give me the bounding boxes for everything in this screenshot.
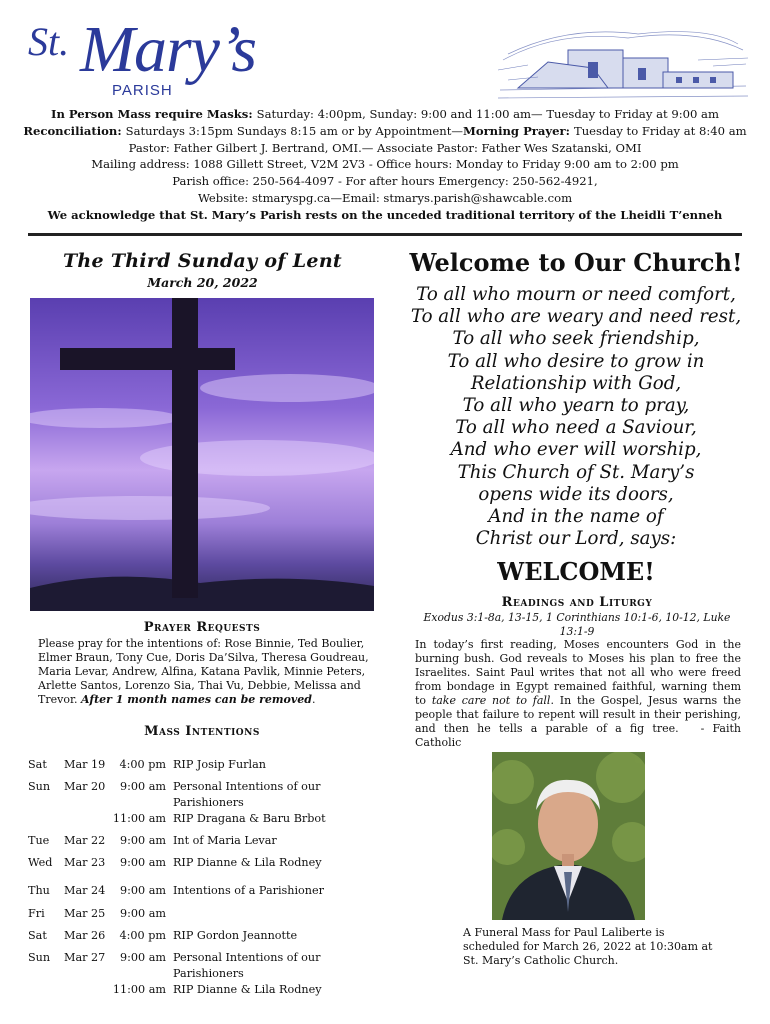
mass-intention: RIP Dianne & Lila Rodney bbox=[173, 856, 322, 869]
mass-intention: RIP Josip Furlan bbox=[173, 758, 266, 771]
header-segment: Reconciliation: bbox=[23, 123, 126, 138]
mass-date: Mar 26 bbox=[64, 929, 106, 942]
header-divider bbox=[28, 233, 742, 236]
header-segment: Morning Prayer: bbox=[463, 123, 574, 138]
poem-line: And in the name of bbox=[488, 506, 664, 528]
mass-date: Mar 24 bbox=[64, 884, 106, 897]
mass-time: 9:00 am bbox=[120, 884, 166, 897]
mass-time: 11:00 am bbox=[112, 983, 166, 996]
poem-line: To all who yearn to pray, bbox=[462, 395, 690, 417]
poem-line: To all who mourn or need comfort, bbox=[416, 284, 736, 305]
prayer-requests-heading: Prayer Requests bbox=[143, 620, 261, 635]
mass-day: Sat bbox=[28, 929, 47, 942]
mass-date: Mar 25 bbox=[64, 907, 106, 920]
church-sketch-image bbox=[498, 20, 748, 104]
header-line bbox=[20, 207, 750, 224]
welcome-title: Welcome to Our Church! bbox=[409, 248, 743, 277]
mass-intention: RIP Dianne & Lila Rodney bbox=[173, 983, 322, 996]
mass-day: Sun bbox=[28, 780, 51, 793]
poem-line: This Church of St. Mary’s bbox=[457, 461, 695, 483]
prayer-names: Please pray for the intentions of: Rose Binnie, Ted Boulier, Elmer Braun, Tony Cue, Doris Da’Silva, Theresa Goudreau, Maria Levar, Andrew, Alfina, Katana Pavlik, Minnie Peters, Arlette Santos, Lorenzo Sia, Thai Vu, Debbie, Melissa and Trevor. bbox=[38, 637, 369, 706]
poem-line: To all who seek friendship, bbox=[452, 328, 700, 350]
header-info bbox=[20, 106, 750, 224]
readings-emphasis: take care not to fall bbox=[431, 694, 551, 707]
readings-heading: Readings and Liturgy bbox=[501, 595, 653, 610]
mass-intention: RIP Dragana & Baru Brbot bbox=[173, 812, 326, 825]
sunday-date: March 20, 2022 bbox=[147, 275, 258, 290]
welcome-poem bbox=[404, 284, 748, 550]
sunday-title: The Third Sunday of Lent bbox=[62, 250, 343, 272]
mass-time: 11:00 am bbox=[112, 812, 166, 825]
mass-date: Mar 19 bbox=[64, 758, 106, 771]
mass-intention: Personal Intentions of our Parishioners bbox=[173, 780, 321, 809]
readings-text-part1: In today’s first reading, Moses encounters God in the burning bush. God reveals to Moses his plan to free the Israelites. Saint Paul writes that not all who were freed from bondage in Egypt remained faithful, warning them to bbox=[415, 638, 741, 707]
mass-time: 9:00 am bbox=[120, 856, 166, 869]
mass-intention: Personal Intentions of our Parishioners bbox=[173, 951, 321, 980]
header-segment: Parish office: 250-564-4097 - For after hours Emergency: 250-562-4921, bbox=[172, 174, 598, 189]
mass-time: 9:00 am bbox=[120, 907, 166, 920]
header-line bbox=[20, 140, 750, 157]
mass-day: Sat bbox=[28, 758, 47, 771]
cross-sunset-image bbox=[30, 298, 374, 611]
header-segment: Mailing address: 1088 Gillett Street, V2M 2V3 - Office hours: Monday to Friday 9:00 am to 2:00 pm bbox=[91, 157, 679, 172]
logo-mary: Mary’s bbox=[80, 13, 257, 86]
mass-time: 9:00 am bbox=[120, 834, 166, 847]
mass-day: Tue bbox=[28, 834, 50, 847]
mass-day: Fri bbox=[28, 907, 45, 920]
header-segment: Pastor: Father Gilbert J. Bertrand, OMI.— Associate Pastor: Father Wes Szatanski, OMI bbox=[128, 140, 642, 155]
mass-intention: Intentions of a Parishioner bbox=[173, 884, 324, 897]
readings-reference: Exodus 3:1-8a, 13-15, 1 Corinthians 10:1-6, 10-12, Luke 13:1-9 bbox=[423, 611, 731, 638]
mass-day: Wed bbox=[28, 856, 53, 869]
poem-line: Relationship with God, bbox=[470, 372, 682, 394]
mass-day: Thu bbox=[28, 884, 50, 897]
poem-line: To all who need a Saviour, bbox=[455, 417, 697, 439]
prayer-requests-text bbox=[38, 637, 370, 707]
poem-line: To all who are weary and need rest, bbox=[410, 306, 742, 328]
parish-logo bbox=[28, 13, 257, 104]
poem-line: To all who desire to grow in bbox=[447, 350, 705, 372]
prayer-end: . bbox=[311, 693, 316, 706]
header-line bbox=[20, 106, 750, 123]
readings-text-part2: . In the Gospel, Jesus warns the people that failure to repent will result in their perishing, and then he tells a parable of a fig tree. bbox=[415, 694, 741, 735]
mass-time: 4:00 pm bbox=[119, 758, 166, 771]
header-segment: Saturday: 4:00pm, Sunday: 9:00 and 11:00 am— Tuesday to Friday at 9:00 am bbox=[256, 107, 719, 121]
mass-date: Mar 27 bbox=[64, 951, 106, 964]
poem-line: And who ever will worship, bbox=[450, 439, 702, 461]
mass-intentions-heading: Mass Intentions bbox=[144, 724, 260, 739]
portrait-photo bbox=[492, 752, 645, 920]
mass-time: 9:00 am bbox=[120, 780, 166, 793]
header-segment: In Person Mass require Masks: bbox=[51, 107, 257, 121]
mass-intention: Int of Maria Levar bbox=[173, 834, 277, 847]
header-segment: Saturdays 3:15pm Sundays 8:15 am or by Appointment— bbox=[125, 123, 463, 138]
mass-date: Mar 22 bbox=[64, 834, 106, 847]
readings-signature: - Faith Catholic bbox=[415, 722, 742, 749]
header-segment: We acknowledge that St. Mary’s Parish rests on the unceded traditional territory of the Lheidli T’enneh bbox=[47, 207, 723, 222]
header-line bbox=[20, 123, 750, 140]
header-segment: Website: stmaryspg.ca—Email: stmarys.parish@shawcable.com bbox=[197, 190, 573, 205]
logo-st: St. bbox=[28, 19, 70, 64]
header-segment: Tuesday to Friday at 8:40 am bbox=[573, 123, 747, 138]
logo-parish: PARISH bbox=[112, 82, 173, 99]
header-line bbox=[20, 156, 750, 173]
mass-time: 4:00 pm bbox=[119, 929, 166, 942]
readings-text bbox=[415, 638, 741, 750]
poem-line: opens wide its doors, bbox=[478, 483, 674, 505]
mass-day: Sun bbox=[28, 951, 51, 964]
mass-time: 9:00 am bbox=[120, 951, 166, 964]
prayer-note: After 1 month names can be removed bbox=[81, 693, 312, 706]
welcome-banner: WELCOME! bbox=[497, 557, 655, 586]
header-line bbox=[20, 173, 750, 190]
header-line bbox=[20, 190, 750, 207]
mass-date: Mar 20 bbox=[64, 780, 106, 793]
mass-intention: RIP Gordon Jeannotte bbox=[173, 929, 298, 942]
poem-line: Christ our Lord, says: bbox=[475, 528, 677, 550]
mass-date: Mar 23 bbox=[64, 856, 106, 869]
funeral-notice: A Funeral Mass for Paul Laliberte is scheduled for March 26, 2022 at 10:30am at St. Mary’s Catholic Church. bbox=[463, 926, 713, 967]
